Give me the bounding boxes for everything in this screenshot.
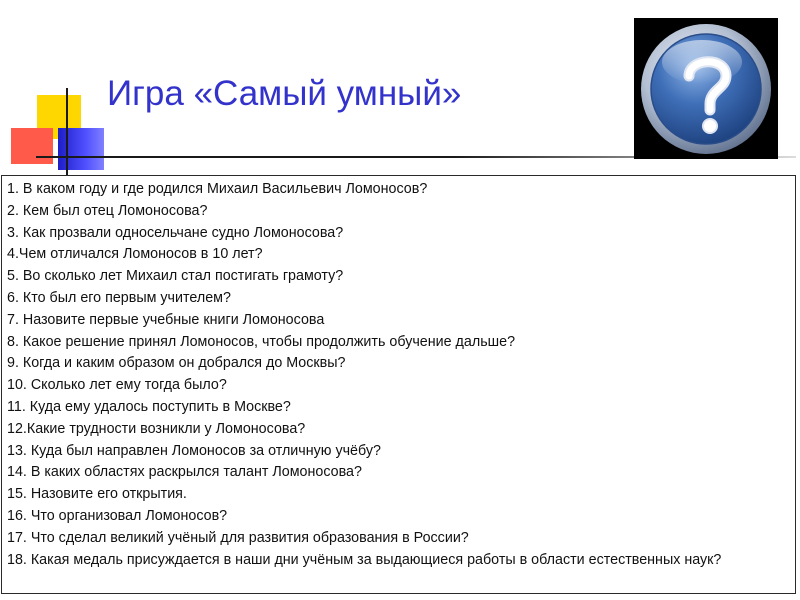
question-item-14: 14. В каких областях раскрылся талант Ломоносова? — [7, 464, 362, 481]
question-item-13: 13. Куда был направлен Ломоносов за отличную учёбу? — [7, 442, 381, 459]
questions-box — [1, 175, 796, 594]
logo-blue-square — [58, 128, 104, 170]
question-item-4: 4.Чем отличался Ломоносов в 10 лет? — [7, 246, 263, 263]
question-item-18: 18. Какая медаль присуждается в наши дни учёным за выдающиеся работы в области естественных наук? — [7, 551, 722, 568]
question-item-11: 11. Куда ему удалось поступить в Москве? — [7, 398, 291, 415]
question-item-12: 12.Какие трудности возникли у Ломоносова? — [7, 420, 306, 437]
logo-vertical-line — [66, 88, 68, 180]
question-mark-icon — [634, 18, 778, 159]
question-item-10: 10. Сколько лет ему тогда было? — [7, 377, 227, 394]
question-item-16: 16. Что организовал Ломоносов? — [7, 507, 228, 524]
question-item-15: 15. Назовите его открытия. — [7, 486, 187, 503]
question-item-8: 8. Какое решение принял Ломоносов, чтобы продолжить обучение дальше? — [7, 333, 516, 350]
question-item-2: 2. Кем был отец Ломоносова? — [7, 202, 208, 219]
question-item-1: 1. В каком году и где родился Михаил Васильевич Ломоносов? — [7, 181, 428, 197]
slide-title: Игра «Самый умный» — [107, 74, 462, 113]
question-item-17: 17. Что сделал великий учёный для развития образования в России? — [7, 529, 469, 546]
question-item-9: 9. Когда и каким образом он добрался до Москвы? — [7, 355, 346, 372]
question-item-3: 3. Как прозвали односельчане судно Ломоносова? — [7, 224, 344, 241]
question-item-7: 7. Назовите первые учебные книги Ломоносова — [7, 311, 325, 328]
questions-list — [7, 179, 795, 571]
question-item-5: 5. Во сколько лет Михаил стал постигать грамоту? — [7, 268, 344, 285]
logo-red-square — [11, 128, 53, 164]
question-item-6: 6. Кто был его первым учителем? — [7, 289, 231, 306]
